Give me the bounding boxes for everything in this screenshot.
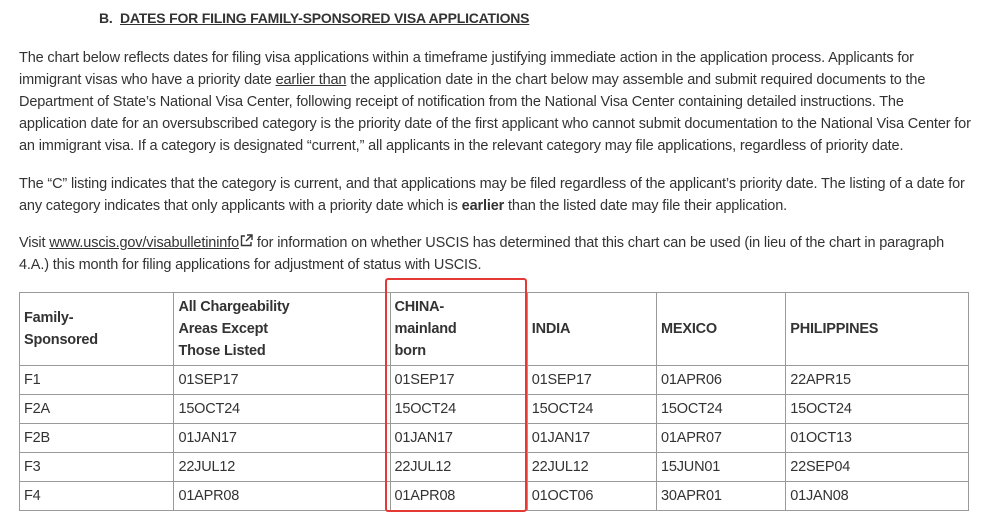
date-cell: 01OCT13 — [786, 424, 969, 453]
date-cell: 01JAN17 — [527, 424, 656, 453]
header-family-sponsored: Family- Sponsored — [20, 293, 174, 366]
date-cell: 22JUL12 — [390, 453, 527, 482]
date-cell: 01APR07 — [657, 424, 786, 453]
date-cell: 01JAN17 — [174, 424, 390, 453]
header-all-chargeability: All Chargeability Areas Except Those Listed — [174, 293, 390, 366]
section-heading — [99, 10, 529, 26]
date-cell: 15OCT24 — [174, 395, 390, 424]
paragraph3-suffix: for information on whether USCIS has determined that this chart can be used (in lieu of the chart in paragraph 4.A.) this month for filing applications for adjustment of status with USCIS. — [19, 235, 945, 273]
current-listing-paragraph — [19, 173, 974, 217]
header-india: INDIA — [527, 293, 656, 366]
paragraph3-prefix: Visit — [19, 235, 50, 251]
paragraph2-bold: earlier — [461, 198, 505, 214]
category-cell: F1 — [20, 366, 174, 395]
paragraph2-part1: The “C” listing indicates that the category is current, and that applications may be filed regardless of the applicant’s priority date. The listing of a date for any category indicates that only applicants with a priority date which is — [19, 176, 965, 214]
date-cell: 22SEP04 — [786, 453, 969, 482]
date-cell: 01JAN17 — [390, 424, 527, 453]
date-cell: 22APR15 — [786, 366, 969, 395]
section-marker: B. — [99, 10, 113, 26]
paragraph2-part2: than the listed date may file their application. — [504, 198, 787, 214]
uscis-link-text[interactable]: www.uscis.gov/visabulletininfo — [49, 235, 239, 251]
date-cell: 01SEP17 — [527, 366, 656, 395]
header-china-mainland: CHINA- mainland born — [390, 293, 527, 366]
category-cell: F2B — [20, 424, 174, 453]
date-cell: 01APR08 — [174, 482, 390, 511]
category-cell: F3 — [20, 453, 174, 482]
category-cell: F2A — [20, 395, 174, 424]
china-column-highlight-box — [385, 278, 527, 512]
category-cell: F4 — [20, 482, 174, 511]
date-cell: 01JAN08 — [786, 482, 969, 511]
paragraph1-part2: the application date in the chart below may assemble and submit required documents to the Department of State’s National Visa Center, following receipt of notification from the National Visa Center containing detailed instructions. The application date for an oversubscribed category is the priority date of the first applicant who cannot submit documentation to the National Visa Center for an immigrant visa. If a category is designated “current,” all applicants in the relevant category may file applications, regardless of priority date. — [19, 72, 971, 154]
date-cell: 01APR08 — [390, 482, 527, 511]
date-cell: 01APR06 — [657, 366, 786, 395]
paragraph1-underlined: earlier than — [275, 72, 347, 88]
date-cell: 22JUL12 — [527, 453, 656, 482]
external-link-icon[interactable] — [240, 232, 253, 254]
header-mexico: MEXICO — [657, 293, 786, 366]
section-title: DATES FOR FILING FAMILY-SPONSORED VISA APPLICATIONS — [120, 10, 530, 26]
date-cell: 15OCT24 — [527, 395, 656, 424]
paragraph1-part1: The chart below reflects dates for filing visa applications within a timeframe justifying immediate action in the application process. Applicants for immigrant visas who have a priority date — [19, 50, 914, 88]
header-philippines: PHILIPPINES — [786, 293, 969, 366]
date-cell: 15OCT24 — [786, 395, 969, 424]
date-cell: 22JUL12 — [174, 453, 390, 482]
uscis-paragraph — [19, 232, 974, 276]
date-cell: 15JUN01 — [657, 453, 786, 482]
date-cell: 15OCT24 — [657, 395, 786, 424]
date-cell: 01SEP17 — [390, 366, 527, 395]
date-cell: 01OCT06 — [527, 482, 656, 511]
uscis-link[interactable] — [49, 235, 239, 251]
date-cell: 01SEP17 — [174, 366, 390, 395]
date-cell: 15OCT24 — [390, 395, 527, 424]
date-cell: 30APR01 — [657, 482, 786, 511]
intro-paragraph — [19, 47, 974, 157]
